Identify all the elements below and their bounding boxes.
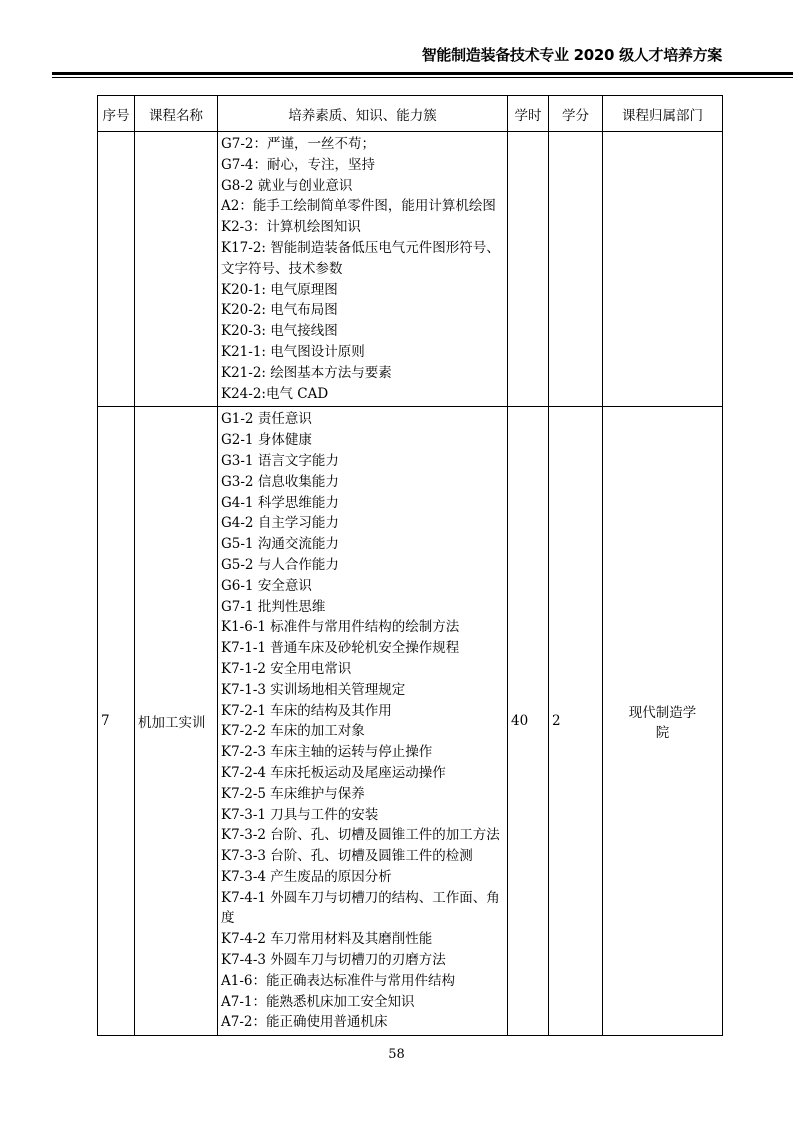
competency-item: K7-4-2 车刀常用材料及其磨削性能: [221, 931, 433, 948]
competency-item: G5-1 沟通交流能力: [221, 536, 339, 553]
competency-item: K21-2: 绘图基本方法与要素: [221, 364, 392, 381]
competency-item: A7-1：能熟悉机床加工安全知识: [221, 993, 415, 1010]
competency-item: G4-2 自主学习能力: [221, 515, 339, 532]
competency-item: G3-2 信息收集能力: [221, 473, 339, 490]
cell-dept: [603, 132, 723, 407]
running-header: 智能制造装备技术专业 2020 级人才培养方案: [421, 46, 722, 64]
competency-item: G6-1 安全意识: [221, 577, 312, 594]
competency-item: G8-2 就业与创业意识: [221, 177, 353, 194]
col-dept: 课程归属部门: [603, 96, 723, 132]
col-credits: 学分: [549, 96, 603, 132]
competency-item: K21-1: 电气图设计原则: [221, 343, 365, 360]
competency-item: K20-1: 电气原理图: [221, 281, 338, 298]
competency-item: K7-1-1 普通车床及砂轮机安全操作规程: [221, 640, 460, 657]
competency-item: G7-2：严谨，一丝不苟；: [221, 136, 376, 152]
competency-item: G1-2 责任意识: [221, 411, 312, 428]
table-row: [98, 407, 723, 1036]
competency-item: K7-2-5 车床维护与保养: [221, 785, 365, 802]
cell-no: [98, 132, 135, 407]
cell-hours: 40: [508, 407, 549, 1036]
cell-dept: 现代制造学院: [603, 407, 723, 1036]
competency-item: K17-2: 智能制造装备低压电气元件图形符号、: [221, 239, 500, 256]
competency-item: K2-3：计算机绘图知识: [221, 219, 361, 236]
header-rule-thin: [52, 77, 793, 78]
competency-item: K7-1-2 安全用电常识: [221, 660, 352, 677]
cell-competencies: [218, 132, 508, 407]
cell-credits: 2: [549, 407, 603, 1036]
cell-name: 机加工实训: [135, 407, 218, 1036]
col-no: 序号: [98, 96, 135, 132]
competency-item: K7-4-3 外圆车刀与切槽刀的刃磨方法: [221, 952, 446, 969]
competency-item: G4-1 科学思维能力: [221, 494, 339, 511]
competency-item: K7-2-4 车床托板运动及尾座运动操作: [221, 764, 446, 781]
table-row: [98, 132, 723, 407]
page-number: 58: [388, 1047, 405, 1062]
col-competencies: 培养素质、知识、能力簇: [218, 96, 508, 132]
competency-item: K7-3-2 台阶、孔、切槽及圆锥工件的加工方法: [221, 827, 500, 844]
competency-item: K7-3-4 产生废品的原因分析: [221, 868, 392, 885]
competency-item: G7-4：耐心，专注，坚持: [221, 156, 376, 173]
competency-item: G7-1 批判性思维: [221, 598, 326, 615]
competency-item: K20-2: 电气布局图: [221, 302, 338, 319]
competency-item: K7-1-3 实训场地相关管理规定: [221, 681, 406, 698]
header-rule: [52, 72, 793, 75]
competency-item: K7-3-1 刀具与工件的安装: [221, 806, 379, 823]
col-course-name: 课程名称: [135, 96, 218, 132]
cell-no: 7: [98, 407, 135, 1036]
competency-item: K7-4-1 外圆车刀与切槽刀的结构、工作面、角: [221, 889, 500, 906]
cell-name: [135, 132, 218, 407]
competency-item: K7-2-1 车床的结构及其作用: [221, 702, 392, 719]
competency-item: 度: [221, 910, 235, 927]
competency-item: A1-6：能正确表达标准件与常用件结构: [221, 972, 455, 989]
competency-item: K24-2:电气 CAD: [221, 385, 329, 402]
competency-item: G5-2 与人合作能力: [221, 556, 339, 573]
table-header-row: [98, 96, 723, 132]
competency-item: K20-3: 电气接线图: [221, 323, 338, 340]
competency-item: A2：能手工绘制简单零件图，能用计算机绘图: [221, 198, 496, 215]
competency-item: K7-2-2 车床的加工对象: [221, 723, 365, 740]
competency-item: K7-3-3 台阶、孔、切槽及圆锥工件的检测: [221, 848, 473, 865]
competency-item: G3-1 语言文字能力: [221, 452, 339, 469]
col-hours: 学时: [508, 96, 549, 132]
curriculum-table: [97, 95, 723, 1036]
competency-item: 文字符号、技术参数: [221, 260, 343, 277]
competency-item: A7-2：能正确使用普通机床: [221, 1014, 388, 1031]
competency-item: K7-2-3 车床主轴的运转与停止操作: [221, 744, 433, 761]
cell-competencies: [218, 407, 508, 1036]
competency-item: G2-1 身体健康: [221, 432, 312, 449]
cell-credits: [549, 132, 603, 407]
competency-item: K1-6-1 标准件与常用件结构的绘制方法: [221, 619, 460, 636]
cell-hours: [508, 132, 549, 407]
